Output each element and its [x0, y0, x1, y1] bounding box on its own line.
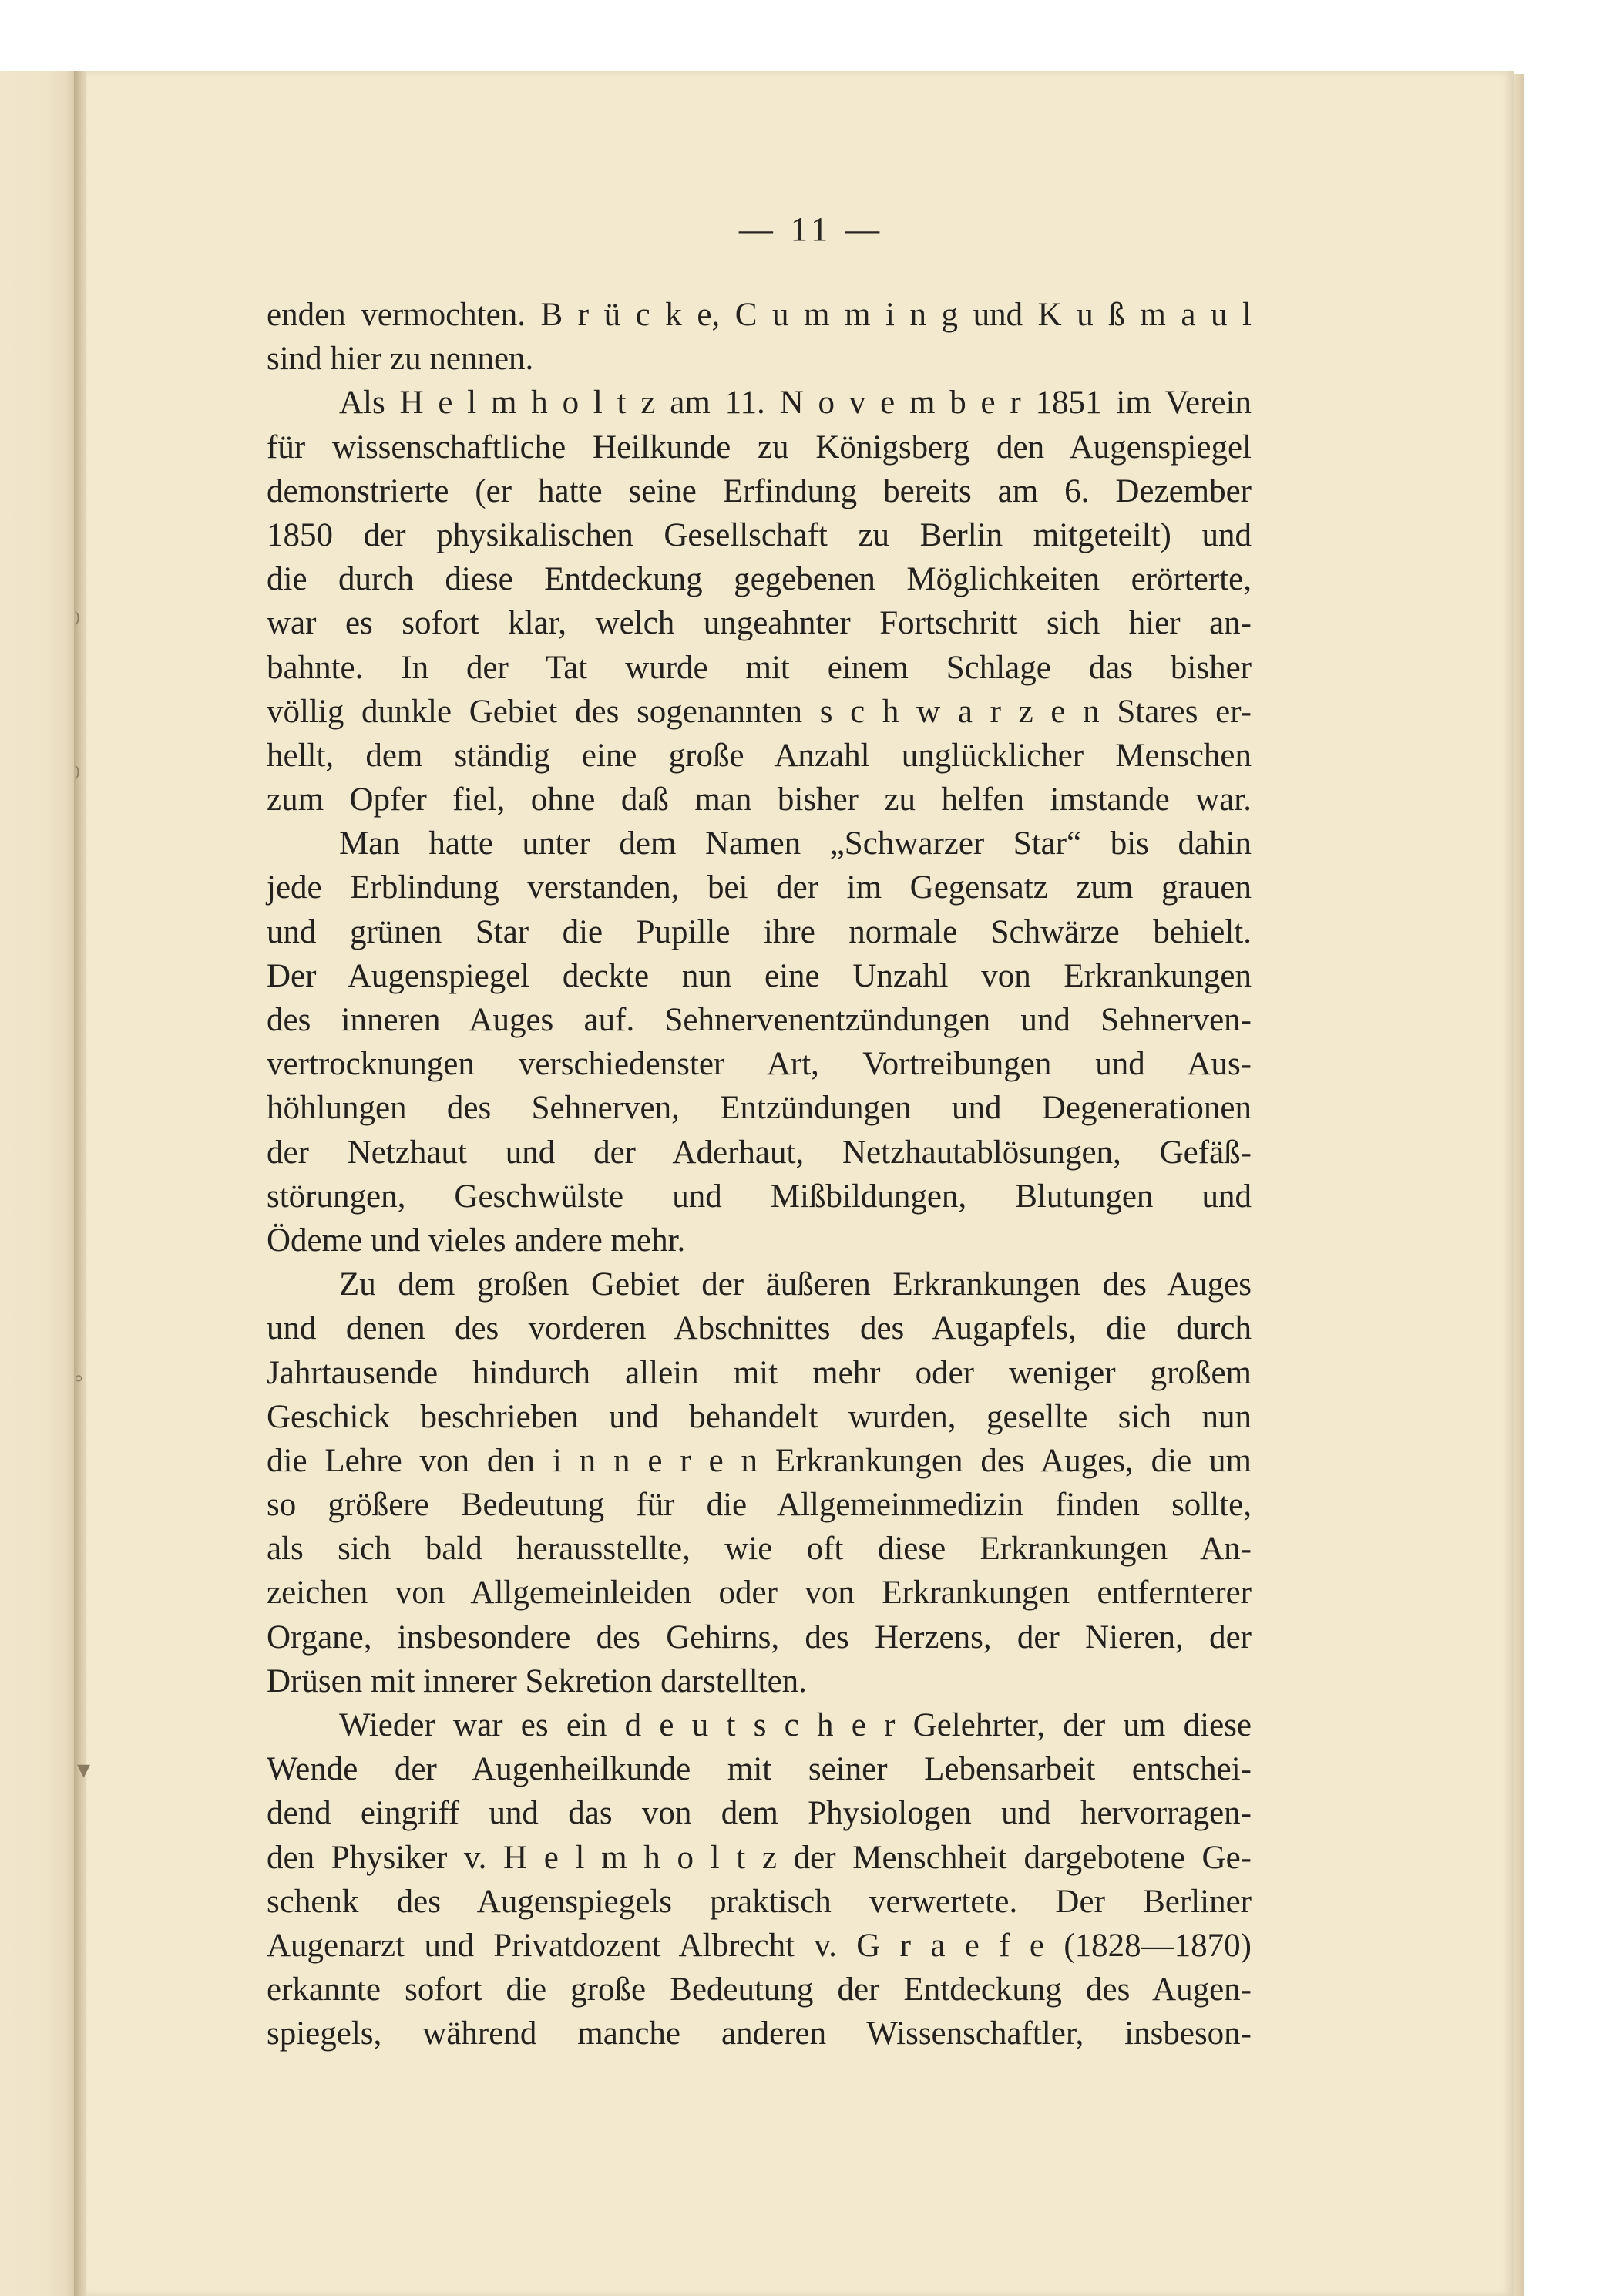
- text-line: Als H e l m h o l t z am 11. N o v e m b e r 1851 im Verein: [339, 385, 1252, 422]
- binding-hole-mark: ⁾: [74, 763, 81, 792]
- page-body-text: [267, 293, 1252, 2056]
- text-line: Zu dem großen Gebiet der äußeren Erkrankungen des Auges: [339, 1266, 1252, 1303]
- text-line: schenk des Augenspiegels praktisch verwertete. Der Berliner: [267, 1883, 1252, 1920]
- text-line: Wieder war es ein d e u t s c h e r Gelehrter, der um diese: [339, 1707, 1252, 1743]
- text-line: hellt, dem ständig eine große Anzahl unglücklicher Menschen: [267, 737, 1252, 774]
- scan-background-right: [1524, 0, 1623, 2296]
- text-line: völlig dunkle Gebiet des sogenannten s c h w a r z e n Stares er-: [267, 693, 1252, 730]
- text-line: Drüsen mit innerer Sekretion darstellten.: [267, 1662, 807, 1699]
- text-line: zum Opfer fiel, ohne daß man bisher zu helfen imstande war.: [267, 782, 1252, 819]
- text-line: Organe, insbesondere des Gehirns, des Herzens, der Nieren, der: [267, 1619, 1252, 1656]
- text-line: die durch diese Entdeckung gegebenen Möglichkeiten erörterte,: [267, 561, 1252, 598]
- text-line: war es sofort klar, welch ungeahnter Fortschritt sich hier an-: [267, 605, 1252, 642]
- text-line: Augenarzt und Privatdozent Albrecht v. G r a e f e (1828—1870): [267, 1927, 1252, 1964]
- text-line: bahnte. In der Tat wurde mit einem Schlage das bisher: [267, 649, 1252, 686]
- text-line: 1850 der physikalischen Gesellschaft zu Berlin mitgeteilt) und: [267, 516, 1252, 553]
- text-line: und denen des vorderen Abschnittes des Augapfels, die durch: [267, 1310, 1252, 1347]
- text-line: den Physiker v. H e l m h o l t z der Menschheit dargebotene Ge-: [267, 1839, 1252, 1876]
- text-line: vertrocknungen verschiedenster Art, Vortreibungen und Aus-: [267, 1046, 1252, 1083]
- text-line: so größere Bedeutung für die Allgemeinmedizin finden sollte,: [267, 1487, 1252, 1524]
- text-line: enden vermochten. B r ü c k e, C u m m i n g und K u ß m a u l: [267, 297, 1252, 333]
- text-line: der Netzhaut und der Aderhaut, Netzhautablösungen, Gefäß-: [267, 1134, 1252, 1171]
- text-line: Wende der Augenheilkunde mit seiner Lebensarbeit entschei-: [267, 1751, 1252, 1788]
- page-number: — 11 —: [738, 210, 885, 248]
- binding-hole-mark: ▾: [77, 1756, 91, 1784]
- text-line: des inneren Auges auf. Sehnervenentzündungen und Sehnerven-: [267, 1002, 1252, 1038]
- text-line: spiegels, während manche anderen Wissenschaftler, insbeson-: [267, 2015, 1252, 2052]
- text-line: dend eingriff und das von dem Physiologen und hervorragen-: [267, 1795, 1252, 1832]
- text-line: die Lehre von den i n n e r e n Erkrankungen des Auges, die um: [267, 1442, 1252, 1479]
- binding-hole-mark: ⁾: [74, 609, 81, 637]
- text-line: und grünen Star die Pupille ihre normale Schwärze behielt.: [267, 913, 1252, 950]
- text-line: zeichen von Allgemeinleiden oder von Erkrankungen entfernterer: [267, 1575, 1252, 1612]
- text-line: für wissenschaftliche Heilkunde zu Königsberg den Augenspiegel: [267, 429, 1252, 466]
- facing-page-edge: [0, 71, 77, 2296]
- text-line: Der Augenspiegel deckte nun eine Unzahl von Erkrankungen: [267, 957, 1252, 994]
- text-line: erkannte sofort die große Bedeutung der Entdeckung des Augen-: [267, 1972, 1252, 2009]
- text-line: sind hier zu nennen.: [267, 341, 534, 378]
- scan-background-top: [0, 0, 1623, 71]
- text-line: als sich bald herausstellte, wie oft diese Erkrankungen An-: [267, 1531, 1252, 1568]
- text-line: jede Erblindung verstanden, bei der im Gegensatz zum grauen: [267, 869, 1252, 906]
- text-line: Ödeme und vieles andere mehr.: [267, 1222, 686, 1259]
- text-line: höhlungen des Sehnerven, Entzündungen und Degenerationen: [267, 1090, 1252, 1127]
- page-fore-edge: [1514, 74, 1524, 2296]
- text-line: Man hatte unter dem Namen „Schwarzer Star“ bis dahin: [339, 825, 1252, 862]
- text-line: Jahrtausende hindurch allein mit mehr oder weniger großem: [267, 1354, 1252, 1391]
- text-line: störungen, Geschwülste und Mißbildungen, Blutungen und: [267, 1178, 1252, 1215]
- binding-hole-mark: ◦: [74, 1364, 84, 1393]
- text-line: demonstrierte (er hatte seine Erfindung bereits am 6. Dezember: [267, 472, 1252, 509]
- text-line: Geschick beschrieben und behandelt wurden, gesellte sich nun: [267, 1398, 1252, 1435]
